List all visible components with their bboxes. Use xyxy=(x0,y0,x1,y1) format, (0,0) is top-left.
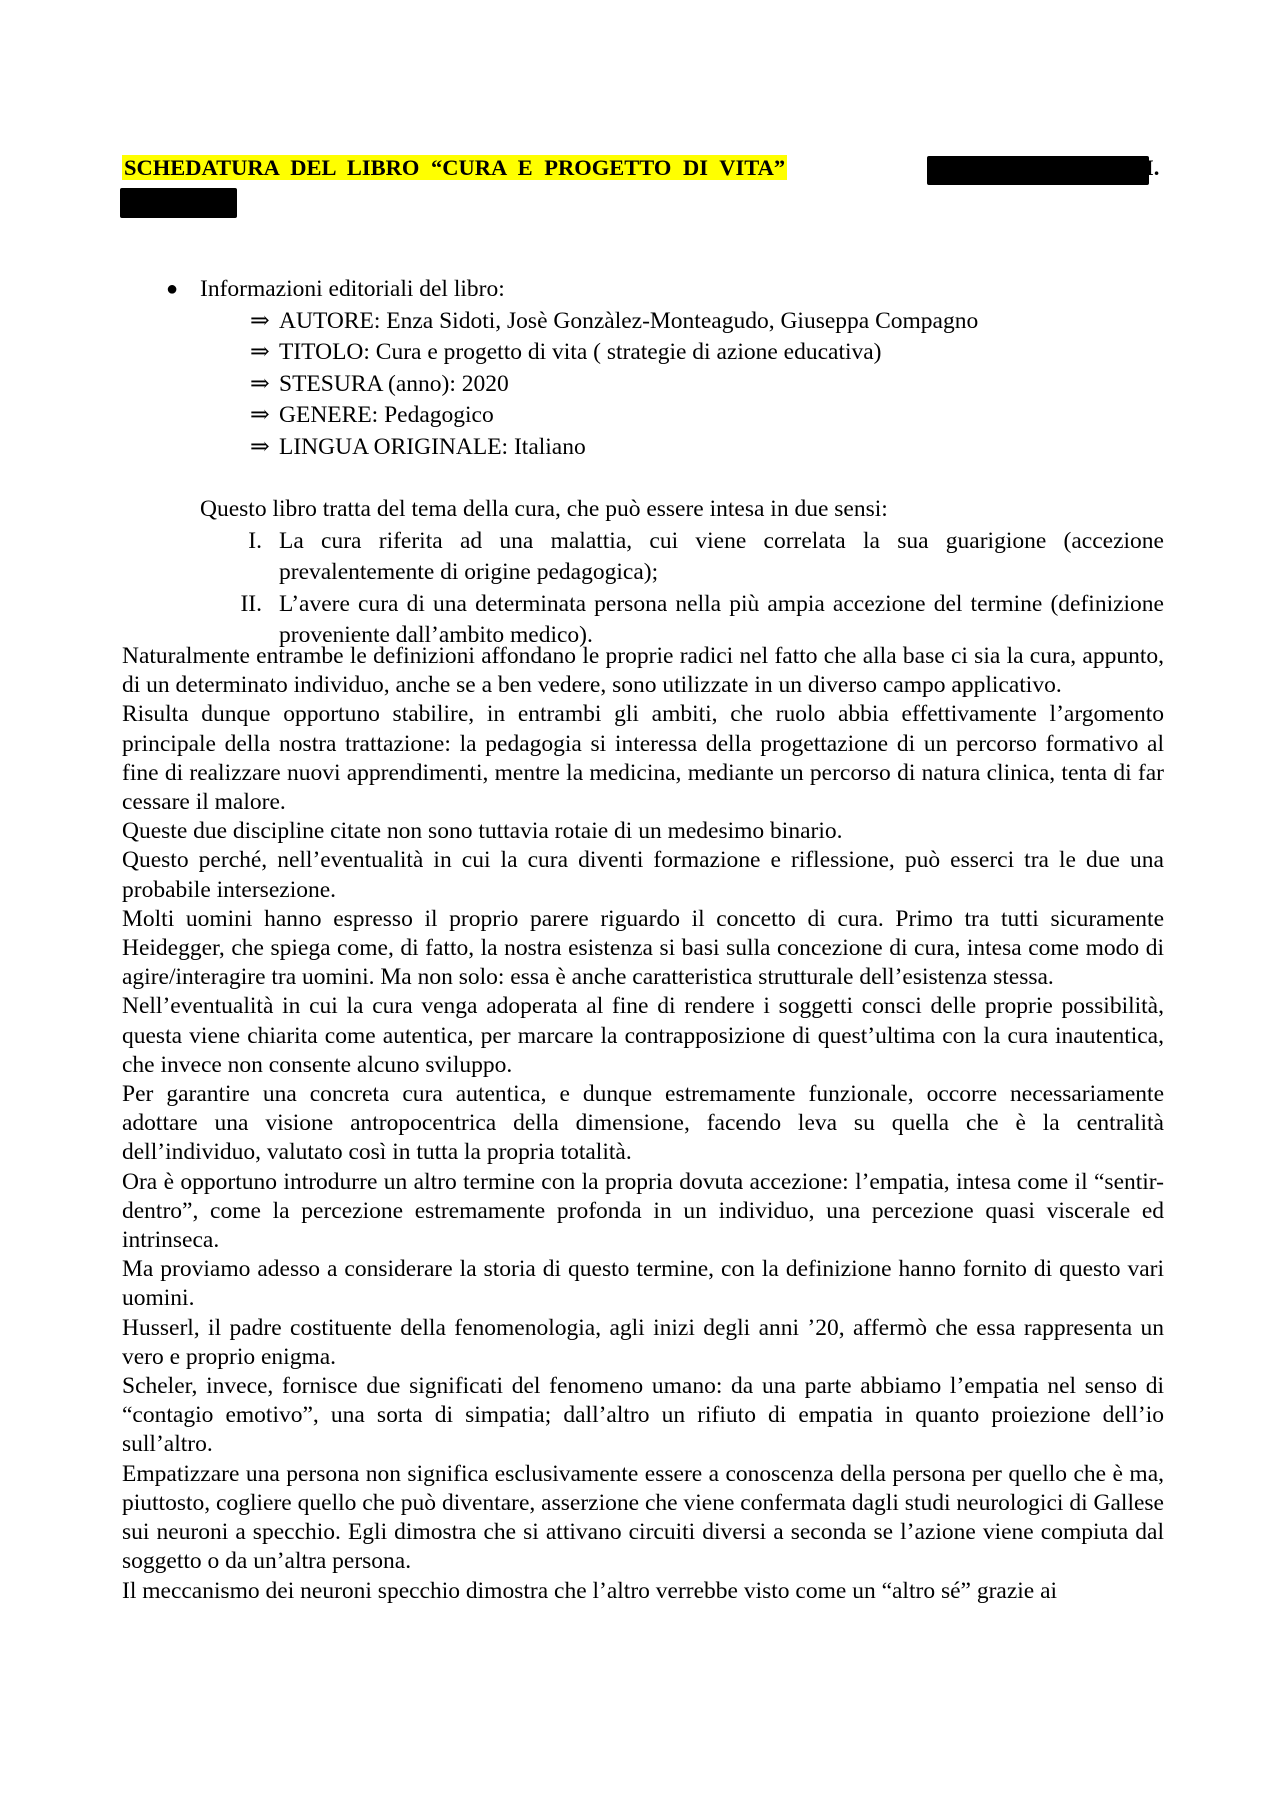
paragraph: Nell’eventualità in cui la cura venga adoperata al fine di rendere i soggetti consci delle proprie possibilità, questa viene chiarita come autentica, per marcare la contrapposizione di quest’ultima con la cura inautentica, che invece non consente alcuno sviluppo. xyxy=(122,993,1164,1078)
list-number: II. xyxy=(240,590,262,617)
arrow-icon: ⇒ xyxy=(250,339,270,365)
arrow-icon: ⇒ xyxy=(250,307,270,334)
info-genre: GENERE: Pedagogico xyxy=(279,402,494,428)
paragraph: Per garantire una concreta cura autentica, e dunque estremamente funzionale, occorre necessariamente adottare una visione antropocentrica della dimensione, facendo leva su quella che è la centralità dell’individuo, valutato così in tutta la propria totalità. xyxy=(122,1081,1164,1166)
body-text xyxy=(122,642,1164,1606)
list-item xyxy=(122,337,1164,369)
paragraph: Ma proviamo adesso a considerare la storia di questo termine, con la definizione hanno fornito di questo vari uomini. xyxy=(122,1256,1164,1312)
paragraph: Ora è opportuno introdurre un altro termine con la propria dovuta accezione: l’empatia, intesa come il “sentir-dentro”, come la percezione estremamente profonda in un individuo, una percezione quasi viscerale ed intrinseca. xyxy=(122,1168,1164,1254)
paragraph: Husserl, il padre costituente della fenomenologia, agli inizi degli anni ’20, affermò che essa rappresenta un vero e proprio enigma. xyxy=(122,1314,1164,1370)
info-year: STESURA (anno): 2020 xyxy=(279,370,509,397)
paragraph: Naturalmente entrambe le definizioni affondano le proprie radici nel fatto che alla base ci sia la cura, appunto, di un determinato individuo, anche se a ben vedere, sono utilizzate in un diverso campo applicativo. xyxy=(122,643,1164,699)
list-item xyxy=(122,400,1164,432)
info-language: LINGUA ORIGINALE: Italiano xyxy=(279,433,586,460)
info-author: AUTORE: Enza Sidoti, Josè Gonzàlez-Monteagudo, Giuseppa Compagno xyxy=(279,307,979,334)
list-item xyxy=(122,306,1164,338)
document-title xyxy=(122,152,1164,184)
bullet-item xyxy=(122,274,1164,306)
arrow-icon: ⇒ xyxy=(250,433,270,460)
redaction-bar xyxy=(120,188,237,218)
roman-list xyxy=(200,526,1164,652)
editorial-info-section xyxy=(122,274,1164,463)
arrow-icon: ⇒ xyxy=(250,402,270,428)
paragraph: Questo perché, nell’eventualità in cui la cura diventi formazione e riflessione, può esserci tra le due una probabile intersezione. xyxy=(122,847,1164,903)
redaction-bar xyxy=(927,156,1149,185)
list-item xyxy=(122,432,1164,464)
editorial-info-list xyxy=(122,306,1164,464)
title-tail: I. xyxy=(1145,155,1160,180)
document-page xyxy=(122,152,1164,1604)
highlighted-title: SCHEDATURA DEL LIBRO “CURA E PROGETTO DI VITA” xyxy=(124,155,786,180)
paragraph: Risulta dunque opportuno stabilire, in entrambi gli ambiti, che ruolo abbia effettivamente l’argomento principale della nostra trattazione: la pedagogia si interessa della progettazione di un percorso formativo al fine di realizzare nuovi apprendimenti, mentre la medicina, mediante un percorso di natura clinica, tenta di far cessare il malore. xyxy=(122,701,1164,816)
list-item xyxy=(200,526,1164,589)
paragraph: Scheler, invece, fornisce due significati del fenomeno umano: da una parte abbiamo l’empatia nel senso di “contagio emotivo”, una sorta di simpatia; dall’altro un rifiuto di empatia in quanto proiezione dell’io sull’altro. xyxy=(122,1373,1164,1458)
bullet-icon: ● xyxy=(166,278,179,300)
list-text: La cura riferita ad una malattia, cui viene correlata la sua guarigione (accezione prevalentemente di origine pedagogica); xyxy=(279,527,1164,585)
list-text: L’avere cura di una determinata persona nella più ampia accezione del termine (definizione proveniente dall’ambito medico). xyxy=(279,590,1164,648)
paragraph: Molti uomini hanno espresso il proprio parere riguardo il concetto di cura. Primo tra tutti sicuramente Heidegger, che spiega come, di fatto, la nostra esistenza si basi sulla concezione di cura, intesa come modo di agire/interagire tra uomini. Ma non solo: essa è anche caratteristica strutturale dell’esistenza stessa. xyxy=(122,905,1164,991)
paragraph: Empatizzare una persona non significa esclusivamente essere a conoscenza della persona per quello che è ma, piuttosto, cogliere quello che può diventare, asserzione che viene confermata dagli studi neurologici di Gallese sui neuroni a specchio. Egli dimostra che si attivano circuiti diversi a seconda se l’azione viene compiuta dal soggetto o da un’altra persona. xyxy=(122,1460,1164,1575)
paragraph: Queste due discipline citate non sono tuttavia rotaie di un medesimo binario. xyxy=(122,818,843,845)
list-item xyxy=(122,369,1164,401)
info-title: TITOLO: Cura e progetto di vita ( strategie di azione educativa) xyxy=(279,339,882,365)
arrow-icon: ⇒ xyxy=(250,370,270,397)
list-number: I. xyxy=(248,527,262,554)
intro-section xyxy=(200,494,1164,652)
bullet-label: Informazioni editoriali del libro: xyxy=(200,276,505,302)
paragraph: Il meccanismo dei neuroni specchio dimostra che l’altro verrebbe visto come un “altro sé” grazie ai xyxy=(122,1577,1058,1604)
intro-text: Questo libro tratta del tema della cura, che può essere intesa in due sensi: xyxy=(200,496,888,522)
